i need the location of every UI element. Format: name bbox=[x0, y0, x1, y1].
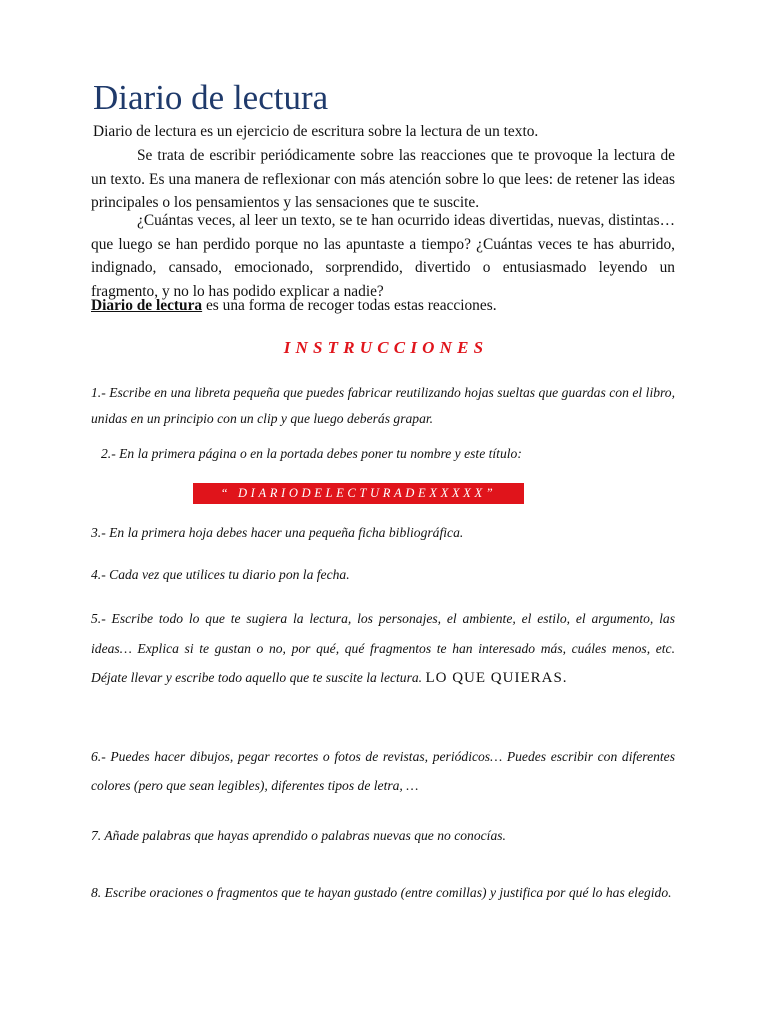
definition-rest: es una forma de recoger todas estas reacciones. bbox=[202, 297, 497, 314]
instruction-item-5 bbox=[91, 604, 675, 694]
paragraph-definition bbox=[91, 294, 675, 318]
page-title: Diario de lectura bbox=[93, 78, 329, 117]
instruction-item-8: 8. Escribe oraciones o fragmentos que te hayan gustado (entre comillas) y justifica por qué lo has elegido. bbox=[91, 885, 672, 900]
instructions-heading: INSTRUCCIONES bbox=[283, 338, 489, 357]
instruction-item-3: 3.- En la primera hoja debes hacer una pequeña ficha bibliográfica. bbox=[91, 525, 464, 540]
instruction-item-7: 7. Añade palabras que hayas aprendido o palabras nuevas que no conocías. bbox=[91, 828, 506, 843]
instruction-item-1: 1.- Escribe en una libreta pequeña que puedes fabricar reutilizando hojas sueltas que guardas con el libro, unidas en un principio con un clip y que luego deberás grapar. bbox=[91, 385, 675, 426]
instruction-item-5-emphasis: LO QUE QUIERAS. bbox=[425, 670, 568, 686]
instruction-item-5-text: 5.- Escribe todo lo que te sugiera la lectura, los personajes, el ambiente, el estilo, el argumento, las ideas… Explica si te gustan o no, por qué, qué fragmentos te han interesado más, cuáles menos, etc. Déjate llevar y escribe todo aquello que te suscite la lectura. bbox=[91, 611, 675, 685]
paragraph-questions: ¿Cuántas veces, al leer un texto, se te han ocurrido ideas divertidas, nuevas, distintas… que luego se han perdido porque no las apuntaste a tiempo? ¿Cuántas veces te has aburrido, indignado, cansado, emocionado, sorprendido, divertido o entusiasmado leyendo un fragmento, y no lo has podido explicar a nadie? bbox=[91, 212, 675, 300]
instruction-item-4: 4.- Cada vez que utilices tu diario pon la fecha. bbox=[91, 567, 350, 582]
definition-term: Diario de lectura bbox=[91, 297, 203, 314]
instruction-item-6: 6.- Puedes hacer dibujos, pegar recortes o fotos de revistas, periódicos… Puedes escribir con diferentes colores (pero que sean legibles), diferentes tipos de letra, … bbox=[91, 749, 675, 793]
diary-title-box: “ DIARIODELECTURADEXXXXX” bbox=[193, 483, 524, 504]
intro-paragraph: Diario de lectura es un ejercicio de escritura sobre la lectura de un texto. bbox=[93, 123, 539, 140]
instruction-item-2: 2.- En la primera página o en la portada debes poner tu nombre y este título: bbox=[101, 446, 522, 461]
paragraph-purpose: Se trata de escribir periódicamente sobre las reacciones que te provoque la lectura de un texto. Es una manera de reflexionar con más atención sobre lo que lees: de retener las ideas principales o los pensamientos y las sensaciones que te suscite. bbox=[91, 147, 675, 211]
